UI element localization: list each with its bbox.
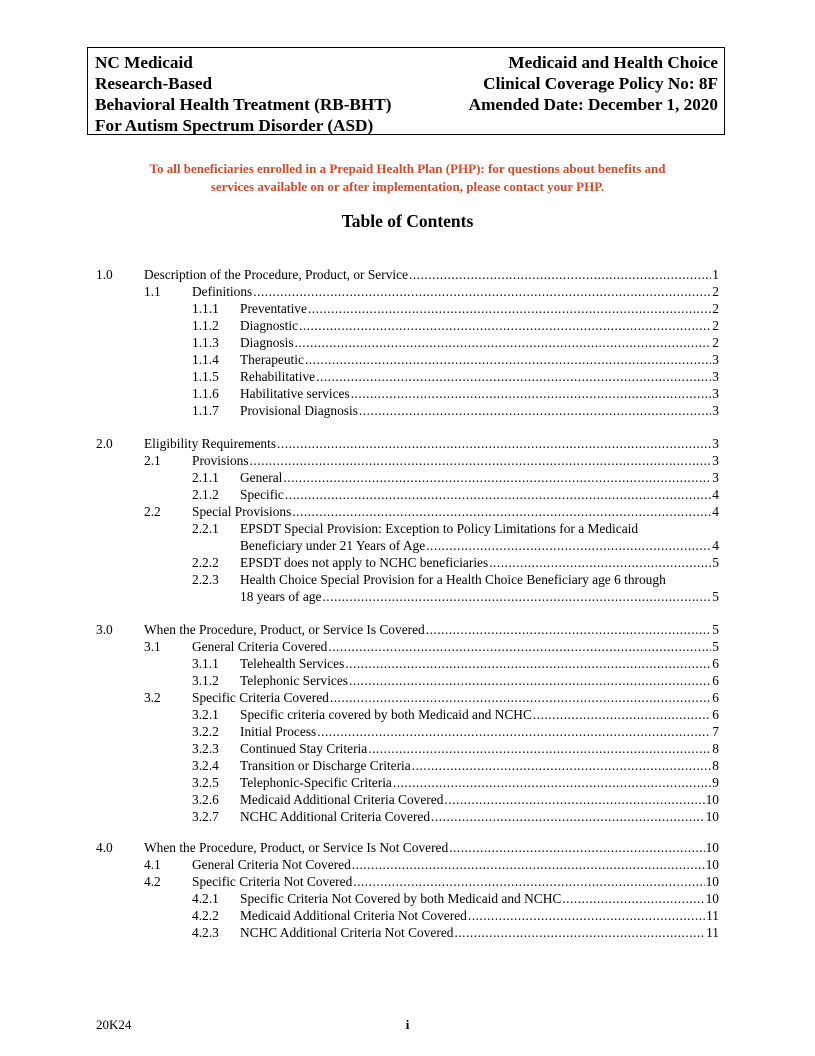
- toc-entry-link[interactable]: [240, 740, 719, 757]
- toc-entry-link[interactable]: [192, 689, 719, 706]
- toc-page-number: 5: [712, 555, 719, 570]
- toc-entry-link[interactable]: [144, 839, 719, 856]
- toc-entry-title: Specific Criteria Covered: [192, 690, 329, 705]
- toc-number: 3.1: [144, 639, 161, 654]
- toc-entry-link[interactable]: [144, 621, 719, 638]
- toc-entry-title: 18 years of age: [240, 589, 322, 604]
- toc-entry-link[interactable]: [240, 723, 719, 740]
- toc-entry-title: Medicaid Additional Criteria Covered: [240, 792, 444, 807]
- toc-page-number: 2: [712, 335, 719, 350]
- toc-entry-title: Eligibility Requirements: [144, 436, 277, 451]
- toc-entry-link[interactable]: [240, 402, 719, 419]
- toc-number: 3.2.2: [192, 724, 219, 739]
- toc-entry-title: Continued Stay Criteria: [240, 741, 368, 756]
- toc-number: 1.0: [96, 267, 113, 282]
- toc-entry-title: Description of the Procedure, Product, or Service: [144, 267, 409, 282]
- toc-entry-link[interactable]: [192, 452, 719, 469]
- toc-number: 2.0: [96, 436, 113, 451]
- policy-number: Clinical Coverage Policy No: 8F: [483, 74, 718, 93]
- toc-entry-title: Specific: [240, 487, 284, 502]
- toc-number: 2.2.1: [192, 521, 219, 536]
- toc-number: 1.1.6: [192, 386, 219, 401]
- toc-number: 2.2.2: [192, 555, 219, 570]
- toc-entry-link[interactable]: [240, 757, 719, 774]
- toc-number: 3.2.5: [192, 775, 219, 790]
- toc-number: 1.1.3: [192, 335, 219, 350]
- toc-entry-title: Provisions: [192, 453, 249, 468]
- toc-number: 2.1: [144, 453, 161, 468]
- toc-entry-link[interactable]: [240, 486, 719, 503]
- program-type: Medicaid and Health Choice: [508, 53, 718, 72]
- footer-page-number: i: [405, 1017, 410, 1032]
- toc-entry-title: Diagnosis: [240, 335, 294, 350]
- toc-page-number: 8: [712, 758, 719, 773]
- toc-leader-dots: [353, 873, 704, 890]
- toc-entry-title: Habilitative services: [240, 386, 350, 401]
- toc-entry-link[interactable]: [192, 638, 719, 655]
- toc-number: 3.1.1: [192, 656, 219, 671]
- toc-number: 3.1.2: [192, 673, 219, 688]
- toc-entry-link[interactable]: [240, 469, 719, 486]
- toc-number: 2.2: [144, 504, 161, 519]
- toc-leader-dots: [328, 638, 711, 655]
- toc-entry-link[interactable]: [192, 873, 719, 890]
- toc-entry-title: When the Procedure, Product, or Service Is Not Covered: [144, 840, 449, 855]
- toc-page-number: 3: [712, 436, 719, 451]
- toc-page-number: 6: [712, 673, 719, 688]
- toc-entry-link[interactable]: [240, 385, 719, 402]
- toc-page-number: 2: [712, 301, 719, 316]
- toc-leader-dots: [454, 924, 705, 941]
- toc-page-number: 10: [705, 840, 719, 855]
- policy-header: [87, 47, 725, 135]
- toc-leader-dots: [283, 469, 711, 486]
- toc-page-number: 4: [712, 538, 719, 553]
- toc-page-number: 3: [712, 403, 719, 418]
- php-notice: [0, 160, 815, 196]
- toc-number: 3.2.6: [192, 792, 219, 807]
- toc-entry-title: Rehabilitative: [240, 369, 316, 384]
- toc-leader-dots: [316, 368, 711, 385]
- toc-leader-dots: [393, 774, 711, 791]
- toc-entry-link[interactable]: [240, 924, 719, 941]
- toc-leader-dots: [253, 283, 711, 300]
- toc-page-number: 3: [712, 470, 719, 485]
- toc-page-number: 10: [705, 809, 719, 824]
- toc-entry-link[interactable]: [240, 537, 719, 554]
- toc-page-number: 10: [705, 874, 719, 889]
- toc-leader-dots: [426, 537, 711, 554]
- toc-entry-title: Initial Process: [240, 724, 317, 739]
- toc-entry-link[interactable]: [192, 503, 719, 520]
- toc-leader-dots: [322, 588, 711, 605]
- toc-entry-link[interactable]: [240, 554, 719, 571]
- toc-leader-dots: [250, 452, 712, 469]
- toc-entry-title: Definitions: [192, 284, 253, 299]
- toc-leader-dots: [359, 402, 711, 419]
- toc-page-number: 11: [706, 925, 719, 940]
- toc-page-number: 3: [712, 453, 719, 468]
- toc-leader-dots: [449, 839, 704, 856]
- toc-leader-dots: [305, 351, 711, 368]
- toc-entry-title: Special Provisions: [192, 504, 292, 519]
- toc-number: 3.2.4: [192, 758, 219, 773]
- amended-date: Amended Date: December 1, 2020: [468, 95, 718, 114]
- toc-leader-dots: [345, 655, 711, 672]
- toc-page-number: 7: [712, 724, 719, 739]
- toc-number: 1.1.7: [192, 403, 219, 418]
- toc-entry-link[interactable]: [240, 672, 719, 689]
- toc-entry-title: Telephonic Services: [240, 673, 349, 688]
- toc-leader-dots: [444, 791, 704, 808]
- toc-leader-dots: [330, 689, 711, 706]
- footer-code: 20K24: [96, 1017, 132, 1032]
- toc-entry-link[interactable]: [240, 351, 719, 368]
- toc-leader-dots: [277, 435, 711, 452]
- toc-page-number: 5: [712, 589, 719, 604]
- toc-entry-link[interactable]: [240, 317, 719, 334]
- toc-number: 2.1.2: [192, 487, 219, 502]
- toc-page-number: 10: [705, 857, 719, 872]
- toc-number: 1.1.4: [192, 352, 219, 367]
- toc-page-number: 5: [712, 639, 719, 654]
- toc-page-number: 10: [705, 792, 719, 807]
- toc-page-number: 11: [706, 908, 719, 923]
- toc-number: 4.2.2: [192, 908, 219, 923]
- toc-number: 1.1.1: [192, 301, 219, 316]
- header-left: [95, 52, 391, 136]
- toc-number: 4.2.1: [192, 891, 219, 906]
- toc-entry-title: NCHC Additional Criteria Not Covered: [240, 925, 454, 940]
- toc-leader-dots: [431, 808, 705, 825]
- toc-entry-link[interactable]: [240, 334, 719, 351]
- toc-number: 3.0: [96, 622, 113, 637]
- policy-line-3: Behavioral Health Treatment (RB-BHT): [95, 95, 392, 114]
- toc-number: 1.1.2: [192, 318, 219, 333]
- policy-line-2: Research-Based: [95, 74, 213, 93]
- toc-page-number: 4: [712, 487, 719, 502]
- toc-page-number: 2: [712, 318, 719, 333]
- toc-number: 3.2.7: [192, 809, 219, 824]
- toc-number: 3.2: [144, 690, 161, 705]
- toc-entry-link[interactable]: [240, 791, 719, 808]
- policy-line-4: For Autism Spectrum Disorder (ASD): [95, 116, 374, 135]
- toc-entry-title: General: [240, 470, 283, 485]
- toc-entry-title: Diagnostic: [240, 318, 299, 333]
- toc-entry-title: Provisional Diagnosis: [240, 403, 358, 418]
- toc-leader-dots: [468, 907, 705, 924]
- toc-page-number: 6: [712, 690, 719, 705]
- notice-line-2: services available on or after implementation, please contact your PHP.: [210, 179, 605, 194]
- header-right: [469, 52, 718, 115]
- toc-number: 2.2.3: [192, 572, 219, 587]
- toc-entry-link[interactable]: [144, 266, 719, 283]
- toc-page-number: 4: [712, 504, 719, 519]
- toc-entry-title: Telehealth Services: [240, 656, 345, 671]
- toc-leader-dots: [308, 300, 711, 317]
- toc-entry-link[interactable]: [240, 706, 719, 723]
- toc-entry-link[interactable]: [240, 907, 719, 924]
- toc-entry-link[interactable]: [192, 283, 719, 300]
- toc-leader-dots: [285, 486, 711, 503]
- toc-leader-dots: [533, 706, 711, 723]
- toc-leader-dots: [426, 621, 712, 638]
- toc-entry-link[interactable]: [240, 655, 719, 672]
- toc-page-number: 3: [712, 386, 719, 401]
- toc-entry-line: Health Choice Special Provision for a Health Choice Beneficiary age 6 through: [240, 572, 666, 587]
- toc-entry-link[interactable]: [240, 588, 719, 605]
- toc-entry-title: Specific criteria covered by both Medicaid and NCHC: [240, 707, 532, 722]
- toc-leader-dots: [349, 672, 711, 689]
- toc-entry-title: Transition or Discharge Criteria: [240, 758, 411, 773]
- toc-page-number: 9: [712, 775, 719, 790]
- toc-leader-dots: [299, 317, 711, 334]
- toc-entry-title: Therapeutic: [240, 352, 304, 367]
- toc-number: 4.2.3: [192, 925, 219, 940]
- toc-entry-title: NCHC Additional Criteria Covered: [240, 809, 431, 824]
- toc-number: 3.2.3: [192, 741, 219, 756]
- toc-leader-dots: [412, 757, 712, 774]
- toc-entry-title: Medicaid Additional Criteria Not Covered: [240, 908, 467, 923]
- toc-entry-link[interactable]: [144, 435, 719, 452]
- toc-page-number: 10: [705, 891, 719, 906]
- toc-entry-link[interactable]: [240, 808, 719, 825]
- toc-entry-link[interactable]: [240, 774, 719, 791]
- toc-leader-dots: [292, 503, 711, 520]
- toc-entry-title: General Criteria Covered: [192, 639, 328, 654]
- toc-leader-dots: [351, 385, 712, 402]
- toc-page-number: 8: [712, 741, 719, 756]
- toc-entry-link[interactable]: [240, 300, 719, 317]
- toc-page-number: 3: [712, 369, 719, 384]
- toc-entry-title: General Criteria Not Covered: [192, 857, 351, 872]
- toc-entry-title: EPSDT does not apply to NCHC beneficiaries: [240, 555, 489, 570]
- toc-entry-title: Preventative: [240, 301, 307, 316]
- toc-entry-link[interactable]: [240, 368, 719, 385]
- toc-number: 2.1.1: [192, 470, 219, 485]
- toc-page-number: 6: [712, 707, 719, 722]
- toc-number: 1.1.5: [192, 369, 219, 384]
- toc-page-number: 1: [712, 267, 719, 282]
- toc-entry-title: When the Procedure, Product, or Service Is Covered: [144, 622, 425, 637]
- toc-entry-title: Specific Criteria Not Covered: [192, 874, 353, 889]
- toc-leader-dots: [295, 334, 712, 351]
- toc-leader-dots: [317, 723, 711, 740]
- toc-entry-title: Telephonic-Specific Criteria: [240, 775, 392, 790]
- toc-page-number: 3: [712, 352, 719, 367]
- toc-number: 1.1: [144, 284, 161, 299]
- toc-page-number: 2: [712, 284, 719, 299]
- toc-entry-link[interactable]: [240, 890, 719, 907]
- toc-number: 4.2: [144, 874, 161, 889]
- toc-leader-dots: [409, 266, 711, 283]
- toc-page-number: 5: [712, 622, 719, 637]
- toc-entry-title: Specific Criteria Not Covered by both Medicaid and NCHC: [240, 891, 562, 906]
- toc-entry-title: Beneficiary under 21 Years of Age: [240, 538, 426, 553]
- toc-title: Table of Contents: [341, 211, 474, 231]
- notice-line-1: To all beneficiaries enrolled in a Prepaid Health Plan (PHP): for questions about benefits and: [149, 161, 666, 176]
- toc-leader-dots: [489, 554, 711, 571]
- toc-page-number: 6: [712, 656, 719, 671]
- toc-entry-line: EPSDT Special Provision: Exception to Policy Limitations for a Medicaid: [240, 521, 639, 536]
- toc-leader-dots: [368, 740, 711, 757]
- toc-number: 3.2.1: [192, 707, 219, 722]
- toc-number: 4.0: [96, 840, 113, 855]
- program-name: NC Medicaid: [95, 53, 193, 72]
- toc-leader-dots: [352, 856, 705, 873]
- toc-leader-dots: [562, 890, 704, 907]
- toc-number: 4.1: [144, 857, 161, 872]
- toc-entry-link[interactable]: [192, 856, 719, 873]
